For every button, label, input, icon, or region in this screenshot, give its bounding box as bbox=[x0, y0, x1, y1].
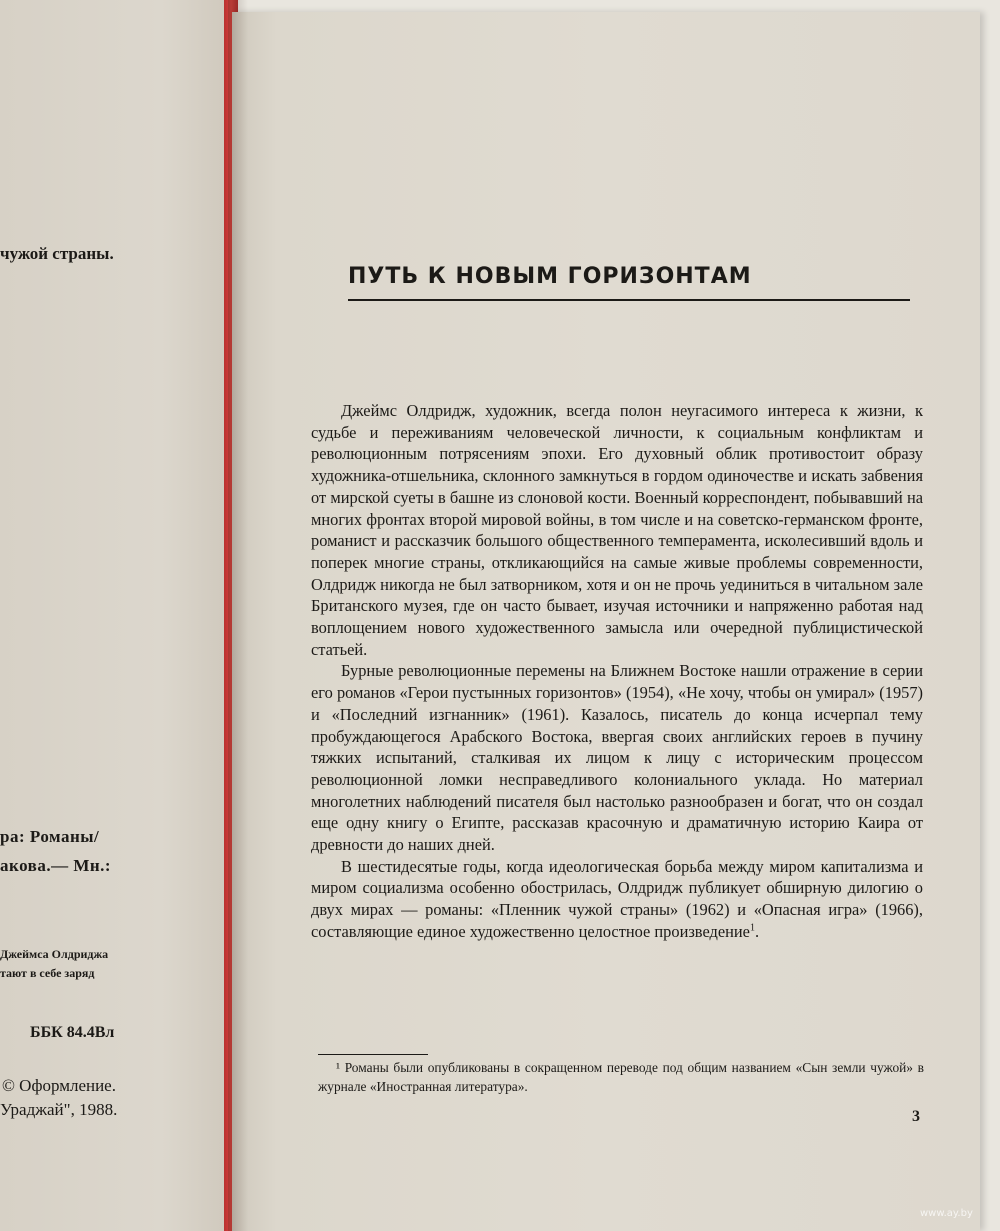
left-page bbox=[0, 0, 232, 1231]
chapter-heading: ПУТЬ К НОВЫМ ГОРИЗОНТАМ bbox=[348, 264, 752, 289]
footnote bbox=[318, 1058, 924, 1096]
gutter-shadow bbox=[228, 0, 248, 1231]
left-page-line: ББК 84.4Вл bbox=[30, 1024, 115, 1041]
footnote-text: ¹ Романы были опубликованы в сокращенном переводе под общим названием «Сын земли чужой» в журнале «Иностранная литература». bbox=[318, 1060, 924, 1094]
paragraph-text: В шестидесятые годы, когда идеологическая борьба между миром капитализма и миром социализма особенно обострилась, Олдридж публикует обширную дилогию о двух мирах — романы: «Пленник чужой страны» (1962) и «Опасная игра» (1966), составляющие единое художественно целостное произведение bbox=[311, 856, 923, 941]
body-text bbox=[311, 400, 923, 943]
left-page-line: © Оформление. bbox=[2, 1076, 116, 1095]
left-page-line: тают в себе заряд bbox=[0, 966, 95, 980]
paragraph bbox=[311, 660, 923, 855]
left-page-line: акова.— Мн.: bbox=[0, 856, 112, 875]
heading-rule bbox=[348, 299, 910, 301]
paragraph: В шестидесятые годы, когда идеологическая борьба между миром капитализма и миром социализма особенно обострилась, Олдридж публикует обширную дилогию о двух мирах — романы: «Пленник чужой страны» (1962) и «Опасная игра» (1966), составляющие единое художественно целостное произведение$^1$. bbox=[311, 856, 923, 941]
paragraph-text: Бурные революционные перемены на Ближнем Востоке нашли отражение в серии его романов «Герои пустынных горизонтов» (1954), «Не хочу, чтобы он умирал» (1957) и «Последний изгнанник» (1961). Казалось, писатель до конца исчерпал тему пробуждающегося Арабского Востока, ввергая своих английских героев в пучину тяжких испытаний, сталкивая их лицом к лицу с историческим процессом революционной ломки несправедливого колониального уклада. Но материал многолетних наблюдений писателя был настолько разнообразен и богат, что он создал еще одну книгу о Египте, рассказав красочную и драматичную историю Каира от древности до наших дней. bbox=[311, 661, 923, 855]
left-page-line: чужой страны. bbox=[0, 244, 114, 263]
left-page-line: Джеймса Олдриджа bbox=[0, 947, 109, 961]
left-page-line: Ураджай", 1988. bbox=[0, 1100, 118, 1119]
paragraph: Джеймс Олдридж, художник, всегда полон неугасимого интереса к жизни, к судьбе и переживаниям человеческой личности, к социальным конфликтам и революционным потрясениям эпохи. Его духовный облик противостоит образу художника-отшельника, склонного замкнуться в гордом одиночестве и искать забвения от мирской суеты в башне из слоновой кости. Военный корреспондент, побывавший на многих фронтах второй мировой войны, в том числе и на советско-германском фронте, романист и рассказчик большого общественного темперамента, исколесивший вдоль и поперек многие страны, откликающийся на самые живые проблемы современности, Олдридж никогда не был затворником, хотя и он не прочь уединиться в читальном зале Британского музея, где он часто бывает, изучая источники и напряженно работая над воплощением нового художественного замысла или очередной публицистической статьей. bbox=[311, 401, 923, 659]
footnote-rule bbox=[318, 1054, 428, 1055]
page-number: 3 bbox=[912, 1108, 920, 1125]
left-page-line: ра: Романы/ bbox=[0, 827, 100, 846]
footnote-mark: 1 bbox=[749, 922, 755, 934]
watermark: www.ay.by bbox=[920, 1208, 973, 1219]
